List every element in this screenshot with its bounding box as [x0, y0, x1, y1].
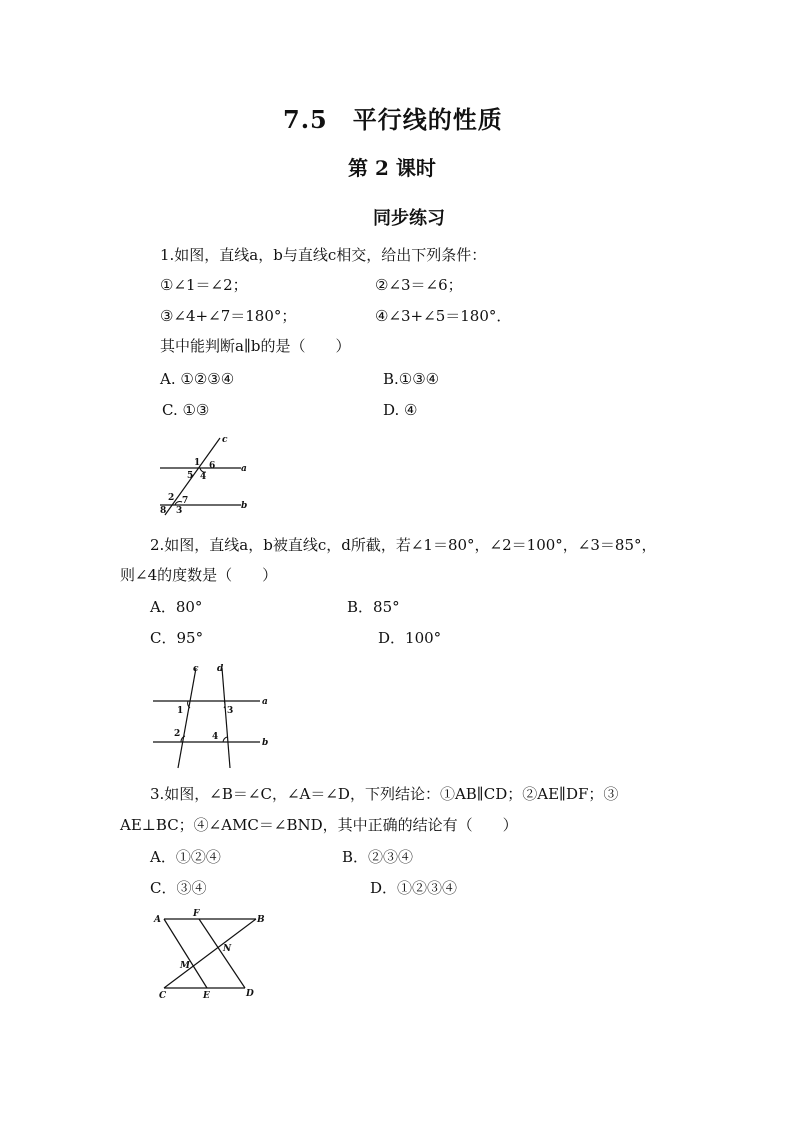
q3-stem: 3.如图，∠B＝∠C，∠A＝∠D，下列结论：①AB∥CD；②AE∥DF；③ — [150, 785, 619, 803]
q2-line-d — [222, 668, 230, 768]
q1-option-b: B.①③④ — [383, 370, 440, 388]
q1-option-d: D. ④ — [383, 401, 418, 419]
q2-option-d: D．100° — [378, 629, 442, 647]
q2-angle-4: 4 — [212, 732, 219, 742]
q1-label-b: b — [241, 501, 248, 511]
q2-stem-continued: 则∠4的度数是（ ） — [120, 566, 278, 584]
q1-angle-8: 8 — [160, 506, 167, 516]
q1-condition-1: ①∠1＝∠2； — [160, 276, 248, 294]
q3-point-C: C — [159, 991, 167, 1001]
q3-option-d: D．①②③④ — [370, 879, 458, 897]
q2-line-c — [178, 668, 196, 768]
q3-segment-FD — [199, 919, 245, 988]
q3-option-c: C．③④ — [150, 879, 207, 897]
q2-option-a: A．80° — [150, 598, 203, 616]
q2-option-c: C．95° — [150, 629, 204, 647]
q2-label-b: b — [262, 738, 269, 748]
q1-figure — [155, 432, 255, 522]
q1-condition-4: ④∠3+∠5＝180°． — [375, 307, 512, 325]
q3-point-M: M — [180, 961, 190, 971]
q2-figure — [148, 660, 278, 772]
q3-point-F: F — [193, 909, 200, 919]
q3-point-A: A — [154, 915, 161, 925]
q3-figure — [148, 905, 273, 1005]
q3-segment-AE — [164, 919, 207, 988]
q1-condition-2: ②∠3＝∠6； — [375, 276, 463, 294]
q1-angle-4: 4 — [200, 472, 207, 482]
q3-point-B: B — [257, 915, 265, 925]
q3-option-b: B．②③④ — [342, 848, 414, 866]
q1-angle-3: 3 — [176, 506, 183, 516]
q1-angle-7: 7 — [182, 496, 189, 506]
q3-point-E: E — [203, 991, 210, 1001]
q2-angle-1: 1 — [177, 706, 184, 716]
q1-angle-6: 6 — [209, 461, 216, 471]
q1-ask: 其中能判断a∥b的是（ ） — [160, 337, 351, 355]
q3-segment-BC — [164, 919, 256, 988]
section-heading: 同步练习 — [373, 208, 445, 229]
q1-label-a: a — [241, 464, 247, 474]
q2-label-d: d — [217, 664, 224, 674]
q1-angle-2: 2 — [168, 493, 175, 503]
q2-option-b: B．85° — [347, 598, 400, 616]
q2-angle-2: 2 — [174, 729, 181, 739]
q1-option-a: A. ①②③④ — [160, 370, 235, 388]
page-title: 7.5 平行线的性质 — [283, 105, 503, 134]
q1-angle-1: 1 — [194, 458, 201, 468]
q1-label-c: c — [222, 435, 228, 445]
q1-angle-5: 5 — [187, 471, 194, 481]
q3-point-D: D — [246, 989, 254, 999]
q2-stem: 2.如图，直线a，b被直线c，d所截，若∠1＝80°，∠2＝100°，∠3＝85°， — [150, 536, 657, 554]
q1-option-c: C. ①③ — [162, 401, 210, 419]
q3-point-N: N — [223, 944, 232, 954]
q2-label-a: a — [262, 697, 268, 707]
q1-stem: 1.如图，直线a，b与直线c相交，给出下列条件： — [160, 246, 487, 264]
q2-label-c: c — [193, 664, 199, 674]
lesson-subtitle: 第 2 课时 — [348, 156, 436, 180]
q2-angle-arc — [223, 737, 227, 742]
q2-angle-3: 3 — [227, 706, 234, 716]
q3-option-a: A．①②④ — [150, 848, 221, 866]
q1-condition-3: ③∠4+∠7＝180°； — [160, 307, 297, 325]
q3-stem-continued: AE⊥BC；④∠AMC＝∠BND，其中正确的结论有（ ） — [120, 816, 518, 834]
